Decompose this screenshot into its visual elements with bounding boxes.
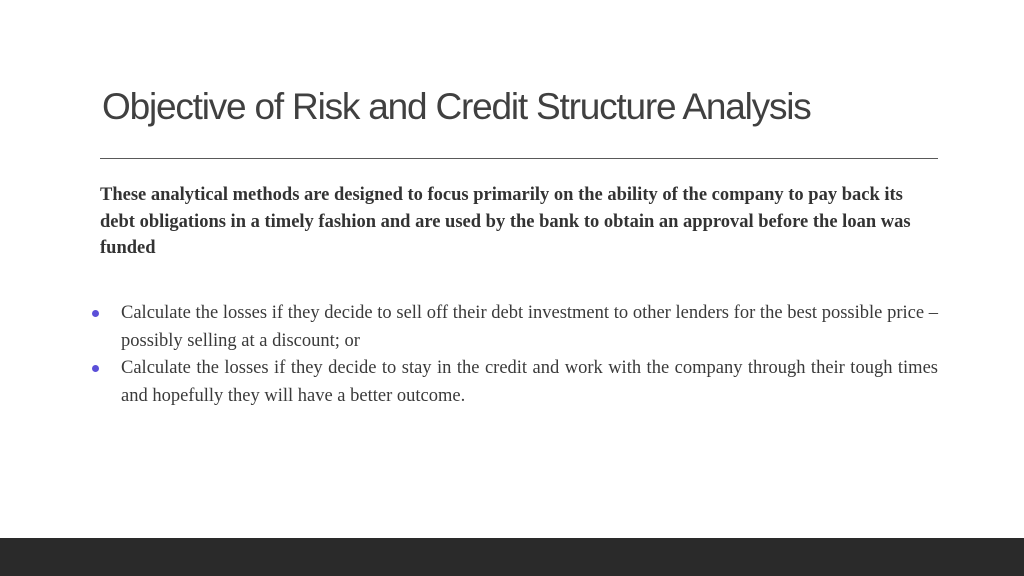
bullet-item [88, 355, 938, 410]
intro-paragraph: These analytical methods are designed to focus primarily on the ability of the company to pay back its debt obligations in a timely fashion and are used by the bank to obtain an approval before the loan was funded [100, 185, 911, 258]
slide-title: Objective of Risk and Credit Structure Analysis [102, 86, 811, 127]
bullet-dot-icon [92, 365, 99, 372]
bullet-text: Calculate the losses if they decide to stay in the credit and work with the company through their tough times and hopefully they will have a better outcome. [121, 358, 938, 406]
bullet-dot-icon [92, 310, 99, 317]
bullet-item [88, 300, 938, 355]
title-divider [100, 158, 938, 159]
bullet-text: Calculate the losses if they decide to sell off their debt investment to other lenders for the best possible price – possibly selling at a discount; or [121, 303, 938, 351]
bullet-list [88, 300, 938, 410]
footer-bar [0, 538, 1024, 576]
